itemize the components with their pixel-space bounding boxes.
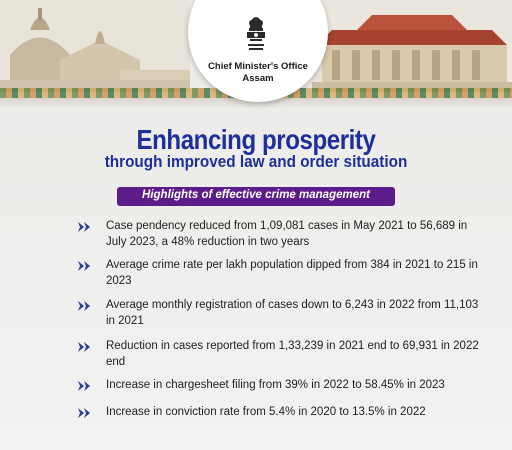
list-item-text: Case pendency reduced from 1,09,081 cases in May 2021 to 56,689 in July 2023, a 48% reduction in two years [106, 220, 468, 248]
temple-illustration-left [0, 0, 190, 92]
office-state: Assam [242, 73, 274, 84]
double-chevron-icon [78, 261, 92, 271]
section-label: Highlights of effective crime management [142, 189, 370, 201]
list-item-text: Average monthly registration of cases down to 6,243 in 2022 from 11,103 in 2021 [106, 299, 479, 327]
double-chevron-icon [78, 342, 92, 352]
double-chevron-icon [78, 301, 92, 311]
list-item-text: Increase in conviction rate from 5.4% in 2020 to 13.5% in 2022 [106, 406, 426, 418]
list-item-text: Reduction in cases reported from 1,33,239 in 2021 end to 69,931 in 2022 end [106, 340, 479, 368]
page-headline: Enhancing prosperity [136, 124, 376, 155]
double-chevron-icon [78, 408, 92, 418]
office-name: Chief Minister's Office [208, 61, 308, 72]
building-illustration-right [312, 0, 512, 92]
double-chevron-icon [78, 381, 92, 391]
double-chevron-icon [78, 222, 92, 232]
list-item-text: Average crime rate per lakh population dipped from 384 in 2021 to 215 in 2023 [106, 259, 478, 287]
national-emblem-icon [241, 14, 271, 60]
page-subheadline: through improved law and order situation [104, 152, 408, 171]
list-item-text: Increase in chargesheet filing from 39% in 2022 to 58.45% in 2023 [106, 379, 445, 391]
